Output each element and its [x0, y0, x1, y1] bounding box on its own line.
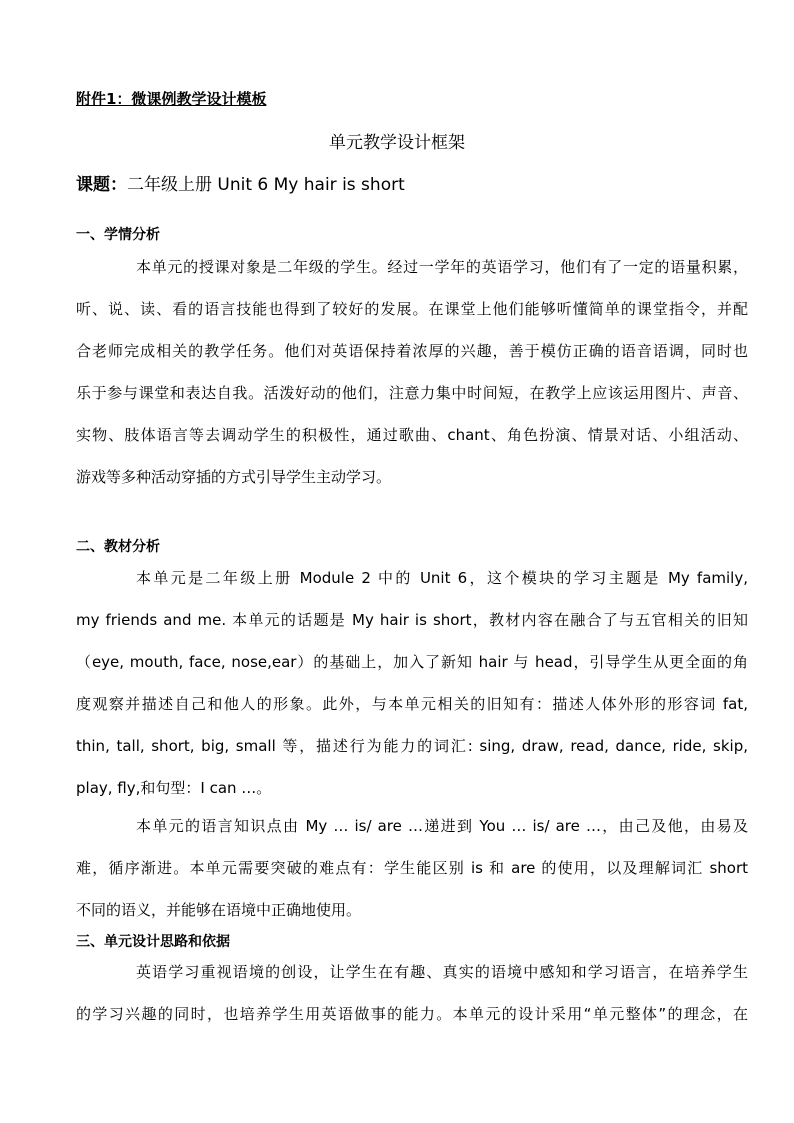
section-heading-textbook-analysis: 二、教材分析	[76, 539, 160, 555]
paragraph-line: 游戏等多种活动穿插的方式引导学生主动学习。	[76, 468, 392, 486]
paragraph-line: 难，循序渐进。本单元需要突破的难点有：学生能区别 is 和 are 的使用，以及理解词汇 short	[76, 859, 748, 877]
paragraph-line: play, fly,和句型：I can …。	[76, 779, 272, 797]
paragraph-line: 英语学习重视语境的创设，让学生在有趣、真实的语境中感知和学习语言，在培养学生	[136, 963, 748, 981]
page-title: 单元教学设计框架	[329, 133, 465, 153]
paragraph-line: 听、说、读、看的语言技能也得到了较好的发展。在课堂上他们能够听懂简单的课堂指令，并配	[76, 300, 748, 318]
paragraph-line: （eye, mouth, face, nose,ear）的基础上，加入了新知 hair 与 head，引导学生从更全面的角	[76, 653, 748, 671]
section-heading-learner-analysis: 一、学情分析	[76, 227, 160, 243]
paragraph-line: 本单元的授课对象是二年级的学生。经过一学年的英语学习，他们有了一定的语量积累，	[136, 258, 748, 276]
lesson-value: 二年级上册 Unit 6 My hair is short	[127, 175, 405, 195]
paragraph-line: 本单元是二年级上册 Module 2 中的 Unit 6，这个模块的学习主题是 My family,	[136, 569, 748, 587]
paragraph-line: my friends and me. 本单元的话题是 My hair is short，教材内容在融合了与五官相关的旧知	[76, 611, 748, 629]
paragraph-line: thin, tall, short, big, small 等，描述行为能力的词汇: sing, draw, read, dance, ride, skip,	[76, 737, 748, 755]
paragraph-line: 不同的语义，并能够在语境中正确地使用。	[76, 901, 362, 919]
paragraph-line: 乐于参与课堂和表达自我。活泼好动的他们，注意力集中时间短，在教学上应该运用图片、声音、	[76, 384, 748, 402]
paragraph-learner-analysis	[76, 246, 748, 498]
paragraph-language-points	[76, 805, 748, 931]
lesson-label: 课题：	[76, 175, 127, 195]
attachment-label: 附件1：微课例教学设计模板	[76, 90, 267, 108]
section-heading-design-rationale: 三、单元设计思路和依据	[76, 934, 230, 950]
paragraph-line: 的学习兴趣的同时，也培养学生用英语做事的能力。本单元的设计采用“单元整体”的理念，在	[76, 1005, 748, 1023]
paragraph-line: 实物、肢体语言等去调动学生的积极性，通过歌曲、chant、角色扮演、情景对话、小组活动、	[76, 426, 748, 444]
paragraph-line: 合老师完成相关的教学任务。他们对英语保持着浓厚的兴趣，善于模仿正确的语音语调，同时也	[76, 342, 748, 360]
paragraph-line: 度观察并描述自己和他人的形象。此外，与本单元相关的旧知有：描述人体外形的形容词 fat,	[76, 695, 748, 713]
paragraph-textbook-analysis	[76, 557, 748, 809]
paragraph-line: 本单元的语言知识点由 My … is/ are …递进到 You … is/ are …，由己及他，由易及	[136, 817, 748, 835]
lesson-title	[76, 170, 405, 195]
paragraph-design-rationale	[76, 951, 748, 1035]
